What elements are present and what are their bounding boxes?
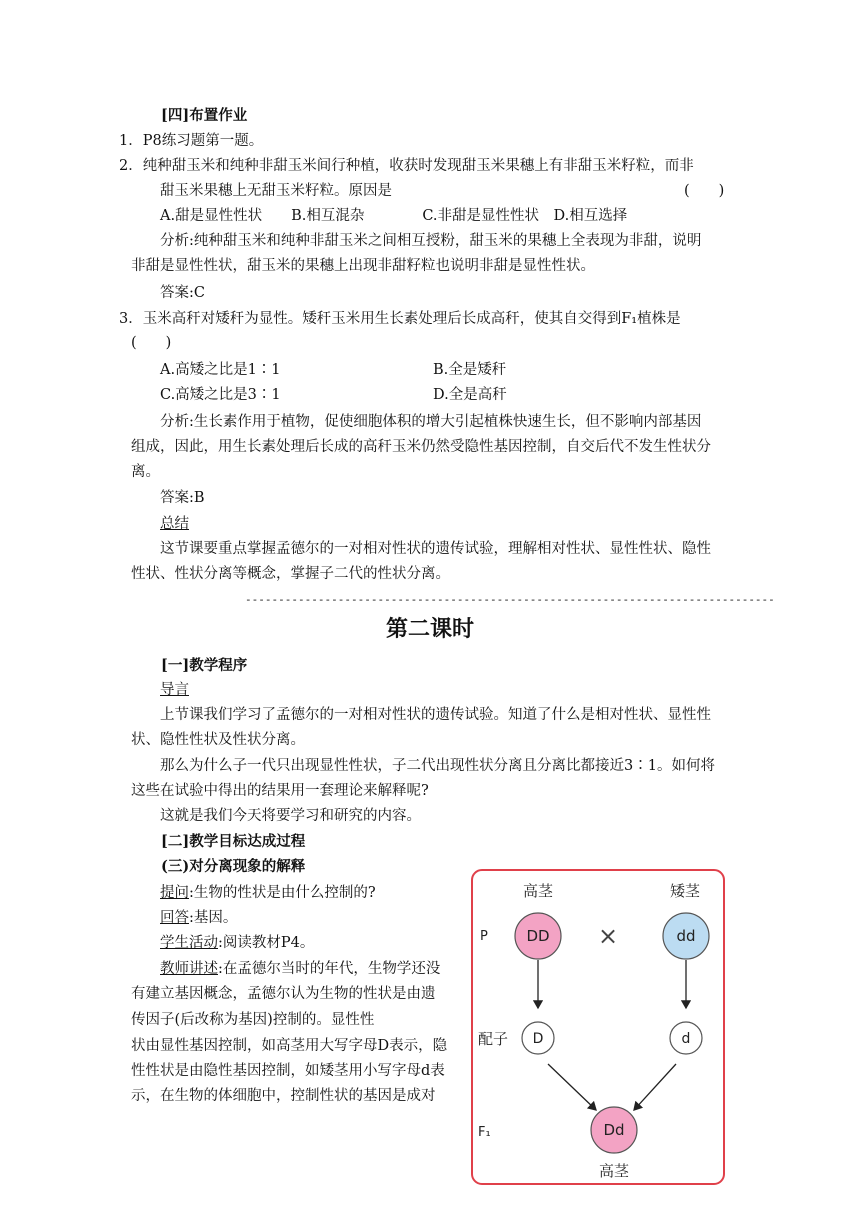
summary-line1: 这节课要重点掌握孟德尔的一对相对性状的遗传试验，理解相对性状、显性性状、隐性 bbox=[160, 541, 711, 557]
f1-generation-label: F₁ bbox=[478, 1125, 491, 1140]
short-stem-label: 矮茎 bbox=[669, 882, 701, 900]
teacher-label: 教师讲述 bbox=[160, 961, 218, 977]
answer-text: :基因。 bbox=[189, 910, 238, 926]
summary-line2: 性状、性状分离等概念，掌握子二代的性状分离。 bbox=[131, 566, 450, 582]
homework-q2-bracket: ( ) bbox=[684, 183, 725, 199]
teacher-text-1: :在孟德尔当时的年代，生物学还没 bbox=[218, 961, 441, 977]
homework-q3-option-d: D.全是高秆 bbox=[433, 387, 507, 403]
homework-q3-analysis-line3: 离。 bbox=[131, 464, 160, 480]
activity-text: :阅读教材P4。 bbox=[218, 935, 315, 951]
intro-line2: 状、隐性性状及性状分离。 bbox=[131, 732, 305, 748]
cross-symbol: × bbox=[597, 922, 619, 950]
summary-label: 总结 bbox=[160, 516, 189, 532]
activity-label: 学生活动 bbox=[160, 935, 218, 951]
teacher-line6: 示，在生物的体细胞中，控制性状的基因是成对 bbox=[131, 1088, 436, 1104]
homework-q3-analysis-line1: 分析:生长素作用于植物，促使细胞体积的增大引起植株快速生长，但不影响内部基因 bbox=[160, 414, 702, 430]
parent2-genotype: dd bbox=[676, 927, 696, 945]
intro-label: 导言 bbox=[160, 682, 189, 698]
homework-q3-answer: 答案:B bbox=[160, 490, 205, 506]
answer-line bbox=[160, 908, 237, 928]
intro-line3: 那么为什么子一代只出现显性性状，子二代出现性状分离且分离比都接近3∶1。如何将 bbox=[160, 758, 715, 774]
homework-q2-answer: 答案:C bbox=[160, 285, 205, 301]
genetic-cross-diagram bbox=[470, 868, 726, 1188]
homework-q3-option-c: C.高矮之比是3∶1 bbox=[160, 387, 281, 403]
lesson2-title: 第二课时 bbox=[385, 617, 474, 642]
homework-q3-option-b: B.全是矮秆 bbox=[433, 362, 507, 378]
homework-q2-options: A.甜是显性性状 B.相互混杂 C.非甜是显性性状 D.相互选择 bbox=[160, 208, 628, 224]
homework-q2-analysis-line1: 分析:纯种甜玉米和纯种非甜玉米之间相互授粉，甜玉米的果穗上全表现为非甜，说明 bbox=[160, 233, 702, 249]
homework-q3-line1: 3．玉米高秆对矮秆为显性。矮秆玉米用生长素处理后长成高秆，使其自交得到F₁植株是 bbox=[119, 311, 681, 327]
answer-label: 回答 bbox=[160, 910, 189, 926]
homework-q3-option-a: A.高矮之比是1∶1 bbox=[160, 362, 281, 378]
intro-line1: 上节课我们学习了孟德尔的一对相对性状的遗传试验。知道了什么是相对性状、显性性 bbox=[160, 707, 711, 723]
offspring-genotype: Dd bbox=[603, 1121, 625, 1139]
homework-heading: [四]布置作业 bbox=[161, 107, 248, 124]
section-separator: -------------------------------------------------------------------------------- bbox=[245, 593, 775, 606]
intro-line4: 这些在试验中得出的结果用一套理论来解释呢? bbox=[131, 783, 429, 799]
teacher-line1 bbox=[160, 959, 440, 979]
question-label: 提问 bbox=[160, 885, 189, 901]
activity-line bbox=[160, 933, 314, 953]
question-line bbox=[160, 883, 376, 903]
teacher-line5: 性性状是由隐性基因控制，如矮茎用小写字母d表 bbox=[131, 1063, 445, 1079]
homework-q3-line2: ( ) bbox=[131, 335, 172, 351]
teacher-line4: 状由显性基因控制，如高茎用大写字母D表示，隐 bbox=[131, 1038, 448, 1054]
tall-stem-label: 高茎 bbox=[522, 882, 554, 900]
homework-q2-line2: 甜玉米果穗上无甜玉米籽粒。原因是 bbox=[160, 183, 392, 199]
lesson2-heading-goals: [二]教学目标达成过程 bbox=[161, 833, 306, 850]
gamete2-allele: d bbox=[681, 1031, 691, 1047]
offspring-phenotype-label: 高茎 bbox=[598, 1162, 630, 1180]
gamete-label: 配子 bbox=[478, 1030, 509, 1048]
teacher-line3: 传因子(后改称为基因)控制的。显性性 bbox=[131, 1012, 375, 1028]
homework-q1: 1．P8练习题第一题。 bbox=[119, 133, 264, 149]
teacher-line2: 有建立基因概念，孟德尔认为生物的性状是由遗 bbox=[131, 986, 436, 1002]
parent1-genotype: DD bbox=[526, 927, 550, 945]
homework-q2-line1: 2．纯种甜玉米和纯种非甜玉米间行种植，收获时发现甜玉米果穗上有非甜玉米籽粒，而非 bbox=[119, 158, 694, 174]
lesson2-heading-procedure: [一]教学程序 bbox=[161, 657, 248, 674]
question-text: :生物的性状是由什么控制的? bbox=[189, 885, 376, 901]
intro-line5: 这就是我们今天将要学习和研究的内容。 bbox=[160, 808, 421, 824]
homework-q2-analysis-line2: 非甜是显性性状，甜玉米的果穗上出现非甜籽粒也说明非甜是显性性状。 bbox=[131, 258, 595, 274]
gamete1-allele: D bbox=[532, 1031, 544, 1047]
p-generation-label: P bbox=[480, 929, 488, 944]
homework-q3-analysis-line2: 组成，因此，用生长素处理后长成的高秆玉米仍然受隐性基因控制，自交后代不发生性状分 bbox=[131, 439, 711, 455]
lesson2-heading-explanation: (三)对分离现象的解释 bbox=[161, 858, 306, 875]
